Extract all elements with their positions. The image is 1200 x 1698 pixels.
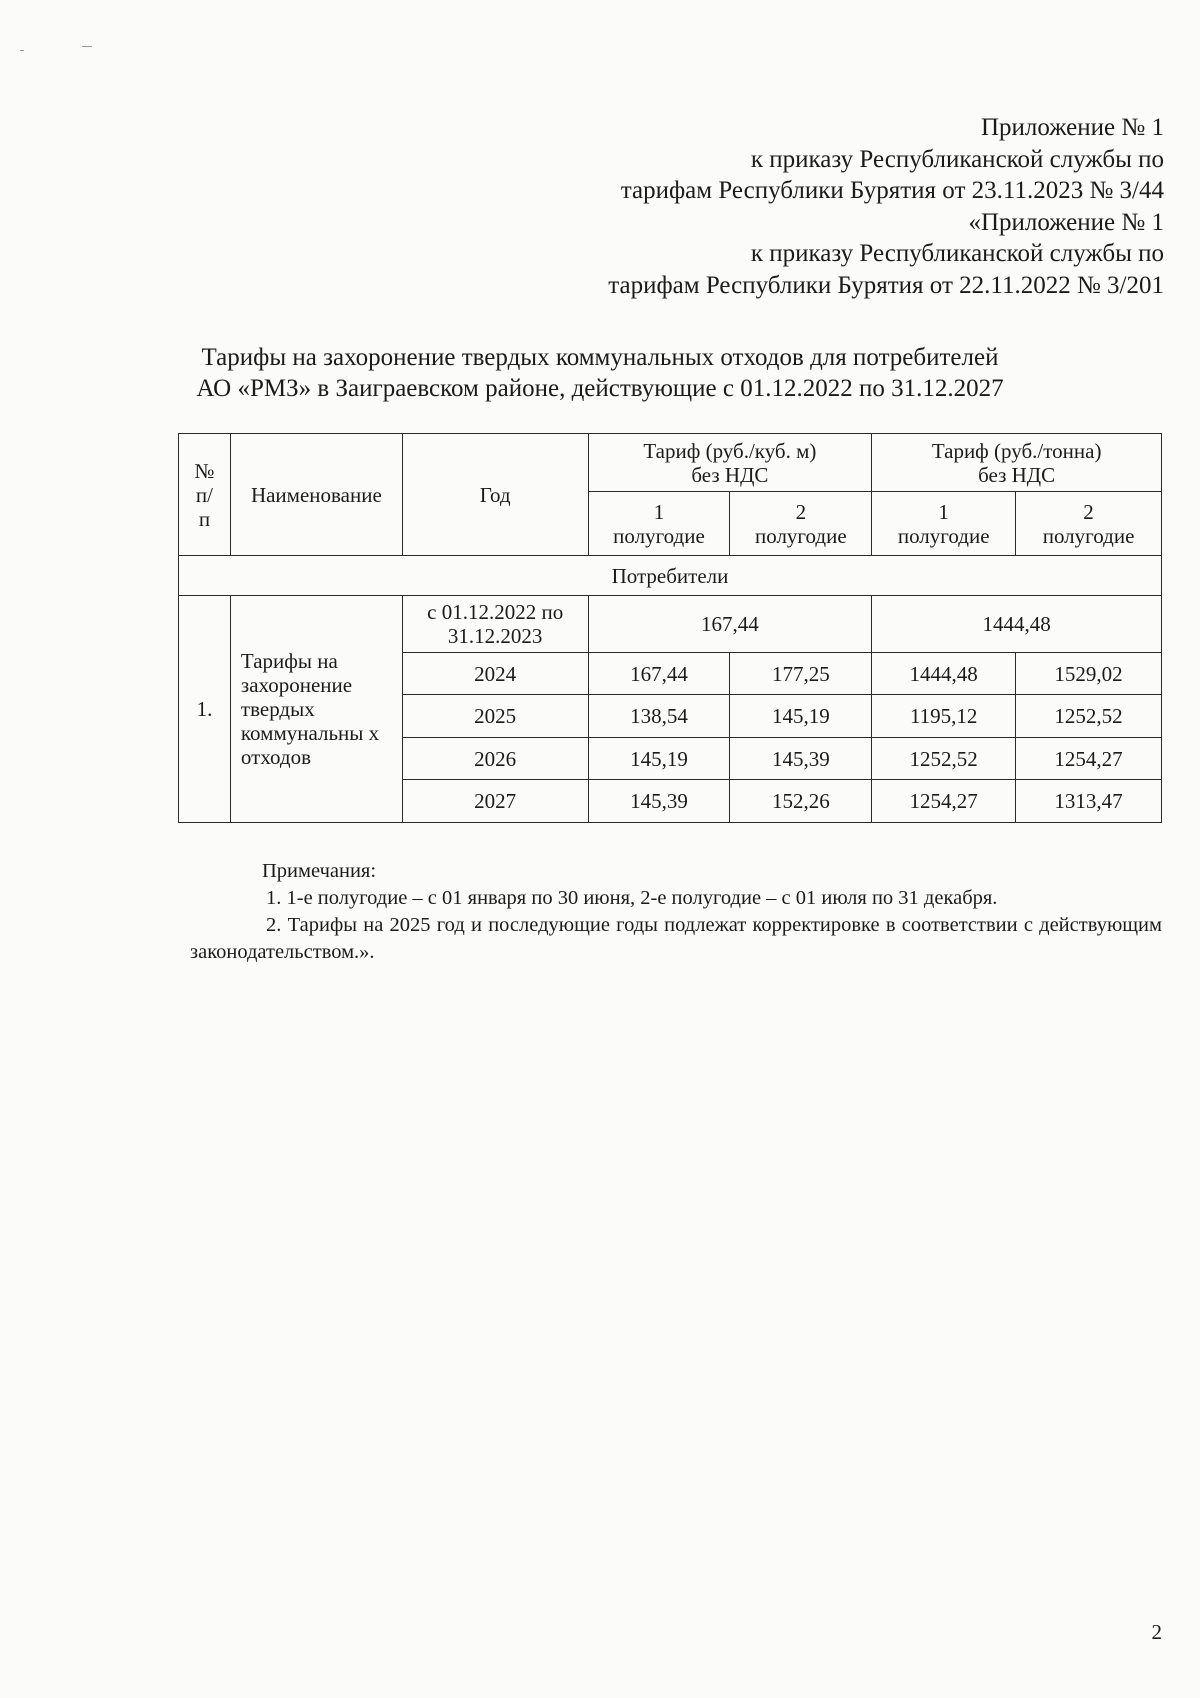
cell-ton-h2: 1252,52 bbox=[1016, 695, 1162, 738]
document-title bbox=[0, 342, 1200, 404]
cell-year: 2025 bbox=[402, 695, 588, 738]
header-number: № п/ п bbox=[179, 434, 231, 556]
header-tariff-ton: Тариф (руб./тонна) без НДС bbox=[872, 434, 1162, 492]
header-ton-half-2: 2 полугодие bbox=[1016, 492, 1162, 556]
heading-line: к приказу Республиканской службы по bbox=[750, 145, 1164, 173]
cell-m3: 167,44 bbox=[588, 596, 872, 653]
heading-line: тарифам Республики Бурятия от 22.11.2022 № 3/201 bbox=[608, 271, 1164, 299]
heading-line: к приказу Республиканской службы по bbox=[750, 240, 1164, 267]
cell-m3-h1: 167,44 bbox=[588, 653, 730, 695]
table-row bbox=[179, 596, 1162, 653]
cell-ton-h1: 1444,48 bbox=[872, 653, 1016, 695]
notes-block bbox=[190, 858, 1162, 966]
notes-heading: Примечания: bbox=[262, 860, 377, 882]
table-header-row bbox=[179, 434, 1162, 492]
heading-line: «Приложение № 1 bbox=[968, 208, 1164, 236]
note-item-1: 1. 1-е полугодие – с 01 января по 30 июня, 2-е полугодие – с 01 июля по 31 декабря. bbox=[266, 887, 998, 909]
cell-year: 2024 bbox=[402, 653, 588, 695]
section-row bbox=[179, 556, 1162, 596]
cell-m3-h1: 145,39 bbox=[588, 780, 730, 823]
cell-m3-h2: 177,25 bbox=[730, 653, 872, 695]
cell-ton-h2: 1529,02 bbox=[1016, 653, 1162, 695]
title-line-1: Тарифы на захоронение твердых коммунальных отходов для потребителей bbox=[201, 344, 999, 371]
header-year: Год bbox=[402, 434, 588, 556]
tariff-table bbox=[178, 433, 1162, 823]
row-number: 1. bbox=[179, 596, 231, 823]
scan-artifact bbox=[20, 50, 24, 51]
cell-ton-h2: 1254,27 bbox=[1016, 738, 1162, 780]
cell-year: 2027 bbox=[402, 780, 588, 823]
cell-year: с 01.12.2022 по 31.12.2023 bbox=[402, 596, 588, 653]
cell-ton-h2: 1313,47 bbox=[1016, 780, 1162, 823]
note-item-2: 2. Тарифы на 2025 год и последующие годы подлежат корректировке в соответствии с действующим законодательством.». bbox=[190, 914, 1162, 963]
appendix-heading bbox=[608, 112, 1164, 301]
row-name: Тарифы на захоронение твердых коммунальны х отходов bbox=[230, 596, 402, 823]
page-number: 2 bbox=[1151, 1620, 1162, 1644]
cell-ton-h1: 1254,27 bbox=[872, 780, 1016, 823]
header-m3-half-1: 1 полугодие bbox=[588, 492, 730, 556]
header-name: Наименование bbox=[230, 434, 402, 556]
cell-m3-h1: 145,19 bbox=[588, 738, 730, 780]
cell-ton-h1: 1195,12 bbox=[872, 695, 1016, 738]
cell-m3-h1: 138,54 bbox=[588, 695, 730, 738]
scan-artifact bbox=[82, 46, 92, 47]
title-line-2: АО «РМЗ» в Заиграевском районе, действующие с 01.12.2022 по 31.12.2027 bbox=[196, 375, 1004, 402]
cell-m3-h2: 145,39 bbox=[730, 738, 872, 780]
cell-year: 2026 bbox=[402, 738, 588, 780]
header-m3-half-2: 2 полугодие bbox=[730, 492, 872, 556]
section-label: Потребители bbox=[179, 556, 1162, 596]
heading-line: Приложение № 1 bbox=[980, 114, 1164, 141]
cell-m3-h2: 152,26 bbox=[730, 780, 872, 823]
header-ton-half-1: 1 полугодие bbox=[872, 492, 1016, 556]
heading-line: тарифам Республики Бурятия от 23.11.2023 № 3/44 bbox=[620, 177, 1164, 204]
header-tariff-m3: Тариф (руб./куб. м) без НДС bbox=[588, 434, 872, 492]
cell-m3-h2: 145,19 bbox=[730, 695, 872, 738]
cell-ton: 1444,48 bbox=[872, 596, 1162, 653]
cell-ton-h1: 1252,52 bbox=[872, 738, 1016, 780]
